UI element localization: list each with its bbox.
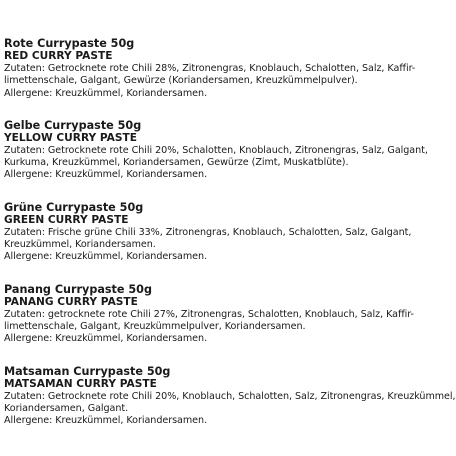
- allergens-line: Allergene: Kreuzkümmel, Koriandersamen.: [4, 169, 208, 181]
- ingredients-line: Zutaten: getrocknete rote Chili 27%, Zitronengras, Schalotten, Knoblauch, Salz, Kaffir-: [4, 308, 414, 320]
- product-red-curry-paste: [4, 37, 454, 100]
- product-title-german: Matsaman Currypaste 50g: [4, 364, 171, 378]
- ingredients-line: Zutaten: Frische grüne Chili 33%, Zitronengras, Knoblauch, Schalotten, Salz, Galgant,: [4, 226, 412, 238]
- product-yellow-curry-paste: [4, 119, 454, 182]
- product-title-german: Panang Currypaste 50g: [4, 282, 152, 296]
- product-green-curry-paste: [4, 201, 454, 264]
- ingredient-label-sheet: [4, 37, 454, 427]
- product-title-english: YELLOW CURRY PASTE: [4, 131, 137, 144]
- allergens-line: Allergene: Kreuzkümmel, Koriandersamen.: [4, 251, 208, 263]
- ingredients-line: limettenschale, Galgant, Kreuzkümmelpulver, Koriandersamen.: [4, 320, 306, 332]
- product-title-english: GREEN CURRY PASTE: [4, 213, 129, 226]
- ingredients-line: limettenschale, Galgant, Gewürze (Koriandersamen, Kreuzkümmelpulver).: [4, 75, 358, 87]
- product-title-german: Grüne Currypaste 50g: [4, 200, 144, 214]
- ingredients-line: Zutaten: Getrocknete rote Chili 20%, Schalotten, Knoblauch, Zitronengras, Salz, Galgant,: [4, 144, 428, 156]
- ingredients-line: Koriandersamen, Galgant.: [4, 402, 129, 414]
- product-title-german: Gelbe Currypaste 50g: [4, 118, 142, 132]
- product-panang-curry-paste: [4, 283, 454, 346]
- ingredients-line: Kreuzkümmel, Koriandersamen.: [4, 239, 156, 251]
- product-matsaman-curry-paste: [4, 365, 454, 428]
- allergens-line: Allergene: Kreuzkümmel, Koriandersamen.: [4, 333, 208, 345]
- product-title-english: PANANG CURRY PASTE: [4, 295, 138, 308]
- allergens-line: Allergene: Kreuzkümmel, Koriandersamen.: [4, 87, 208, 99]
- product-title-english: RED CURRY PASTE: [4, 50, 113, 62]
- product-title-english: MATSAMAN CURRY PASTE: [4, 377, 157, 390]
- product-title-german: Rote Currypaste 50g: [4, 37, 135, 50]
- ingredients-line: Zutaten: Getrocknete rote Chili 20%, Knoblauch, Schalotten, Salz, Zitronengras, Kreuzkümmel,: [4, 390, 456, 402]
- ingredients-line: Zutaten: Getrocknete rote Chili 28%, Zitronengras, Knoblauch, Schalotten, Salz, Kaffir-: [4, 63, 416, 74]
- allergens-line: Allergene: Kreuzkümmel, Koriandersamen.: [4, 415, 208, 427]
- ingredients-line: Kurkuma, Kreuzkümmel, Koriandersamen, Gewürze (Zimt, Muskatblüte).: [4, 157, 349, 169]
